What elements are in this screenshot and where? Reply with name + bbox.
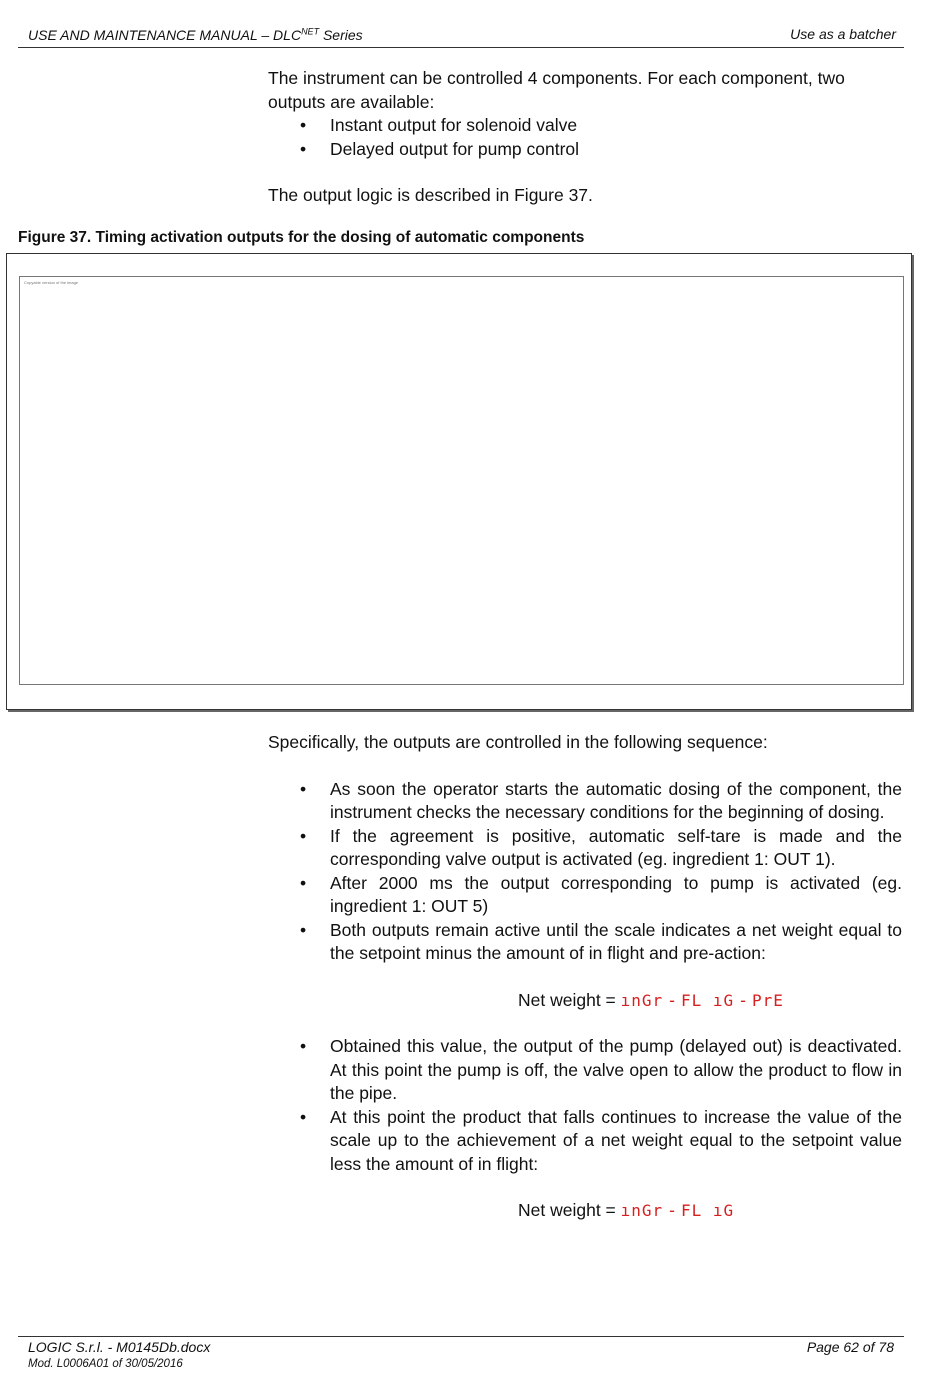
figure-caption: Figure 37. Timing activation outputs for the dosing of automatic components xyxy=(18,229,585,246)
bullet-icon: • xyxy=(300,919,307,940)
page-footer xyxy=(28,1339,894,1370)
list-item: • Instant output for solenoid valve xyxy=(268,114,902,138)
bullet-icon: • xyxy=(300,115,307,135)
footer-document: LOGIC S.r.l. - M0145Db.docx xyxy=(28,1339,211,1355)
footer-rule xyxy=(18,1336,904,1337)
page-number: Page 62 of 78 xyxy=(806,1339,894,1355)
lcd-flig: FL ıG xyxy=(681,990,735,1010)
lcd-flig: FL ıG xyxy=(681,1201,735,1220)
bullet-icon: • xyxy=(300,1036,307,1056)
lcd-ingr: ınGr xyxy=(620,1201,664,1220)
figure-note: Copyable version of the image xyxy=(24,280,79,285)
logic-paragraph: The output logic is described in Figure 37. xyxy=(268,185,593,205)
footer-module: Mod. L0006A01 of 30/05/2016 xyxy=(28,1358,183,1370)
header-rule xyxy=(18,47,904,48)
intro-section xyxy=(268,67,902,208)
intro-paragraph: The instrument can be controlled 4 components. For each component, two outputs are available: xyxy=(268,68,845,112)
formula-operator: - xyxy=(669,1200,675,1220)
bullet-icon: • xyxy=(300,138,307,159)
sequence-intro: Specifically, the outputs are controlled in the following sequence: xyxy=(268,732,768,752)
header-title: USE AND MAINTENANCE MANUAL – $DLC^{NET}$ Series xyxy=(28,26,363,43)
list-item: • Obtained this value, the output of the pump (delayed out) is deactivated. At this point the pump is off, the valve open to allow the product to flow in the pipe. xyxy=(300,1036,902,1103)
bullet-icon: • xyxy=(300,825,307,846)
formula-operator: - xyxy=(669,989,675,1010)
lcd-ingr: ınGr xyxy=(620,990,664,1010)
figure-image-area xyxy=(19,276,904,685)
list-item: • As soon the operator starts the automatic dosing of the component, the instrument checks the necessary conditions for the beginning of dosing. xyxy=(300,778,902,822)
outputs-list xyxy=(268,114,902,161)
figure-frame xyxy=(6,253,912,710)
list-item: • At this point the product that falls continues to increase the value of the scale up to the achievement of a net weight equal to the setpoint value less the amount of in flight: xyxy=(300,1106,902,1174)
list-item: • If the agreement is positive, automatic self-tare is made and the corresponding valve output is activated (eg. ingredient 1: OUT 1). xyxy=(300,825,902,869)
sequence-list-continued xyxy=(268,1035,902,1176)
formula-net-weight-2 xyxy=(268,1199,902,1223)
bullet-icon: • xyxy=(300,778,307,799)
list-item: • Both outputs remain active until the scale indicates a net weight equal to the setpoint minus the amount of in flight and pre-action: xyxy=(300,919,902,963)
bullet-icon: • xyxy=(300,1106,307,1127)
formula-label: Net weight = xyxy=(518,1200,616,1220)
formula-operator: - xyxy=(740,989,746,1010)
sequence-list xyxy=(268,778,902,966)
header-section: Use as a batcher xyxy=(790,26,896,42)
page-header xyxy=(28,26,896,43)
bullet-icon: • xyxy=(300,872,307,893)
formula-label: Net weight = xyxy=(518,989,616,1010)
list-item: • Delayed output for pump control xyxy=(268,138,902,162)
list-item: • After 2000 ms the output corresponding to pump is activated (eg. ingredient 1: OUT 5) xyxy=(300,872,902,916)
sequence-section xyxy=(268,731,902,1223)
formula-net-weight-1 xyxy=(268,989,902,1013)
lcd-pre: PrE xyxy=(752,990,784,1010)
